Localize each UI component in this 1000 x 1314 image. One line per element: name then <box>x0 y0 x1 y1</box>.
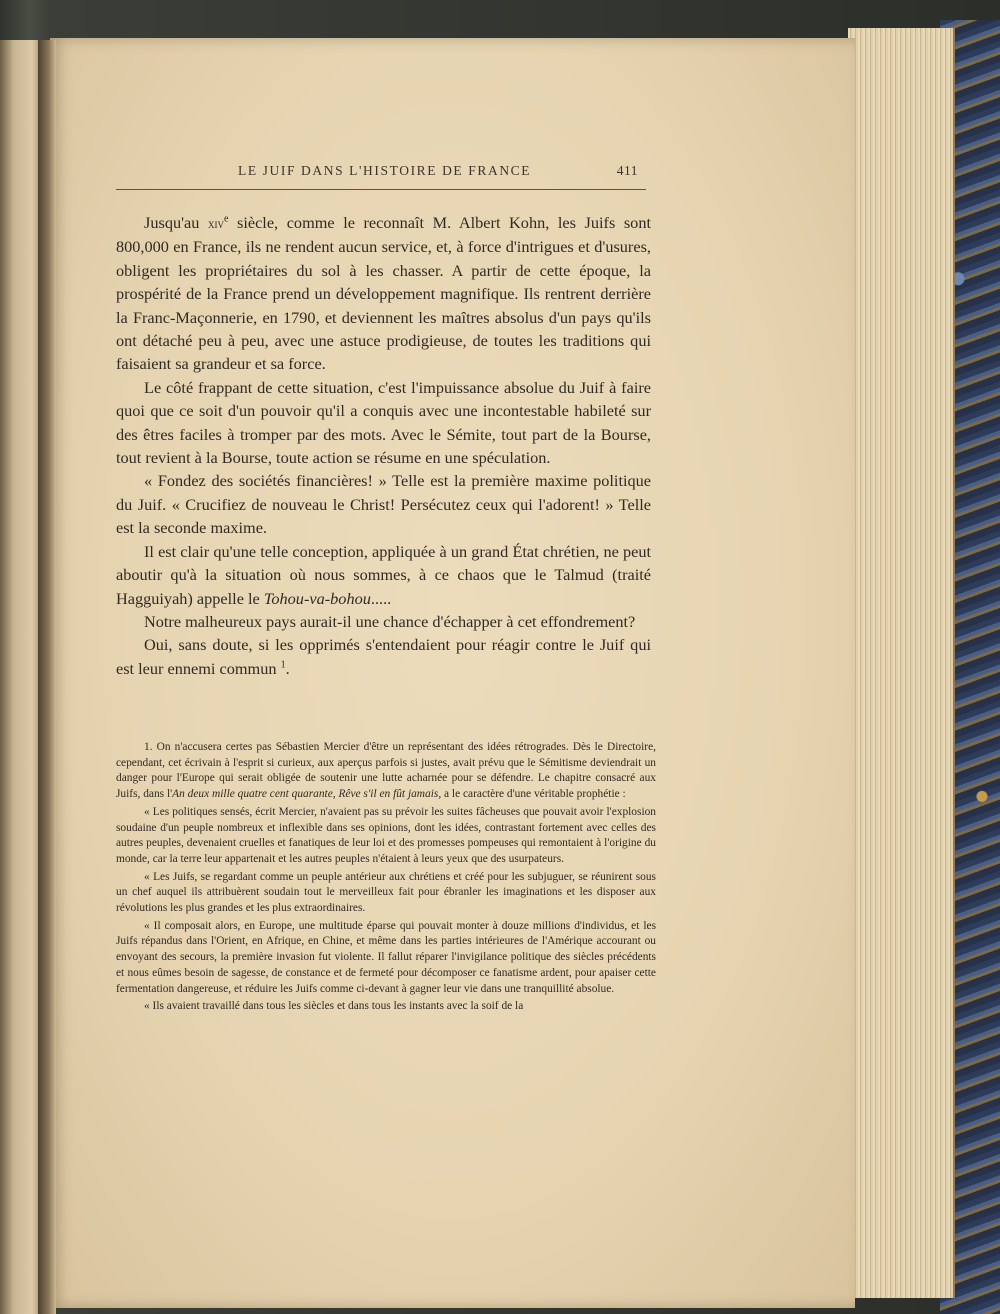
fn1-text-b: a le caractère d'une véritable prophétie : <box>441 788 626 801</box>
book-gutter <box>38 40 56 1314</box>
paragraph-1 <box>116 211 651 376</box>
p1-superscript: e <box>223 213 229 225</box>
p6-text: Oui, sans doute, si les opprimés s'entendaient pour réagir contre le Juif qui est leur ennemi commun <box>116 635 651 678</box>
p6-end: . <box>285 658 290 678</box>
p1-text-a: Jusqu'au <box>144 213 208 232</box>
page-number: 411 <box>616 163 638 178</box>
paragraph-3: « Fondez des sociétés financières! » Telle est la première maxime politique du Juif. « Crucifiez de nouveau le Christ! Persécutez ceux qui l'adorent! » Telle est la seconde maxime. <box>116 471 651 538</box>
p4-text-a: Il est clair qu'une telle conception, appliquée à un grand État chrétien, ne peut aboutir qu'à la situation où nous sommes, à ce chaos que le Talmud (traité Hagguiyah) appelle le <box>116 541 651 608</box>
p1-text-b: siècle, comme le reconnaît M. Albert Kohn, les Juifs sont 800,000 en France, ils ne rendent aucun service, et, à force d'intrigues et d'usures, obligent les propriétaires du sol à les chasser. A partir de cette époque, la prospérité de la France prend un développement magnifique. Ils rentrent derrière la Franc-Maçonnerie, en 1790, et deviennent les maîtres absolus d'un pays qu'ils ont détaché peu à peu, avec une astuce prodigieuse, de toutes les traditions qui faisaient sa grandeur et sa force. <box>116 213 651 374</box>
footnote-quote-4: « Ils avaient travaillé dans tous les siècles et dans tous les instants avec la soif de la <box>144 1000 524 1013</box>
page-edges <box>848 28 955 1298</box>
paragraph-6 <box>116 633 651 680</box>
footnote-1 <box>116 740 656 803</box>
running-header <box>116 163 646 185</box>
header-rule <box>116 189 646 190</box>
footnote-quote-2: « Les Juifs, se regardant comme un peuple antérieur aux chrétiens et créé pour les subjuguer, se réunirent sous un chef auquel ils attribuèrent soudain tout le merveilleux fait pour ébranler les imaginations et les disposer aux révolutions les plus grandes et les plus extraordinaires. <box>116 870 656 915</box>
footnote-quote-1: « Les politiques sensés, écrit Mercier, n'avaient pas su prévoir les suites fâcheuses que pouvait avoir l'explosion soudaine d'un peuple nombreux et inflexible dans ses opinions, dont les idées, contrastant fortement avec celles des autres peuples, devenaient cruelles et fanatiques de leur loi et des promesses pompeuses qui remontaient à l'origine du monde, car la terre leur appartenait et les autres peuples n'étaient à leurs yeux que des usurpateurs. <box>116 805 656 865</box>
paragraph-5: Notre malheureux pays aurait-il une chance d'échapper à cet effondrement? <box>144 611 636 631</box>
main-text <box>116 211 651 680</box>
footnote-marker: 1 <box>280 659 286 671</box>
p1-century: xiv <box>207 216 224 231</box>
paragraph-2: Le côté frappant de cette situation, c'est l'impuissance absolue du Juif à faire quoi que ce soit d'un pouvoir qu'il a conquis avec une incontestable habileté sur des êtres faciles à tromper par des mots. Avec le Sémite, tout part de la Bourse, tout revient à la Bourse, toute action se résume en une spéculation. <box>116 377 651 468</box>
p4-italic: Tohou-va-bohou <box>263 588 371 608</box>
p4-text-b: ..... <box>370 588 392 608</box>
fn1-italic-title: An deux mille quatre cent quarante, Rêve s'il en fût jamais, <box>172 788 442 801</box>
footnote-quote-3: « Il composait alors, en Europe, une multitude éparse qui pouvait monter à douze millions d'individus, et les Juifs répandus dans l'Orient, en Afrique, en Chine, et même dans les parties intérieures de l'Amérique accourant ou envoyant des secours, la première invasion fut violente. Il fallut réparer l'invigilance politique des siècles précédents et nous eûmes besoin de sagesse, de constance et de fermeté pour décomposer ce fanatisme ardent, pour apaiser cette fermentation dangereuse, et réduire les Juifs comme ci-devant à gagner leur vie dans une tranquillité absolue. <box>116 919 656 995</box>
running-title: LE JUIF DANS L'HISTOIRE DE FRANCE <box>238 163 532 178</box>
footnotes <box>116 740 656 1015</box>
fn1-text-a: 1. On n'accusera certes pas Sébastien Mercier d'être un représentant des idées rétrogrades. Dès le Directoire, cependant, cet écrivain à l'esprit si curieux, aux aperçus parfois si justes, avait prévu que le Sémitisme deviendrait un danger pour l'Europe qui serait obligée de soutenir une lutte acharnée pour se défendre. Le chapitre consacré aux Juifs, dans l' <box>116 741 656 801</box>
paragraph-4 <box>116 540 651 610</box>
